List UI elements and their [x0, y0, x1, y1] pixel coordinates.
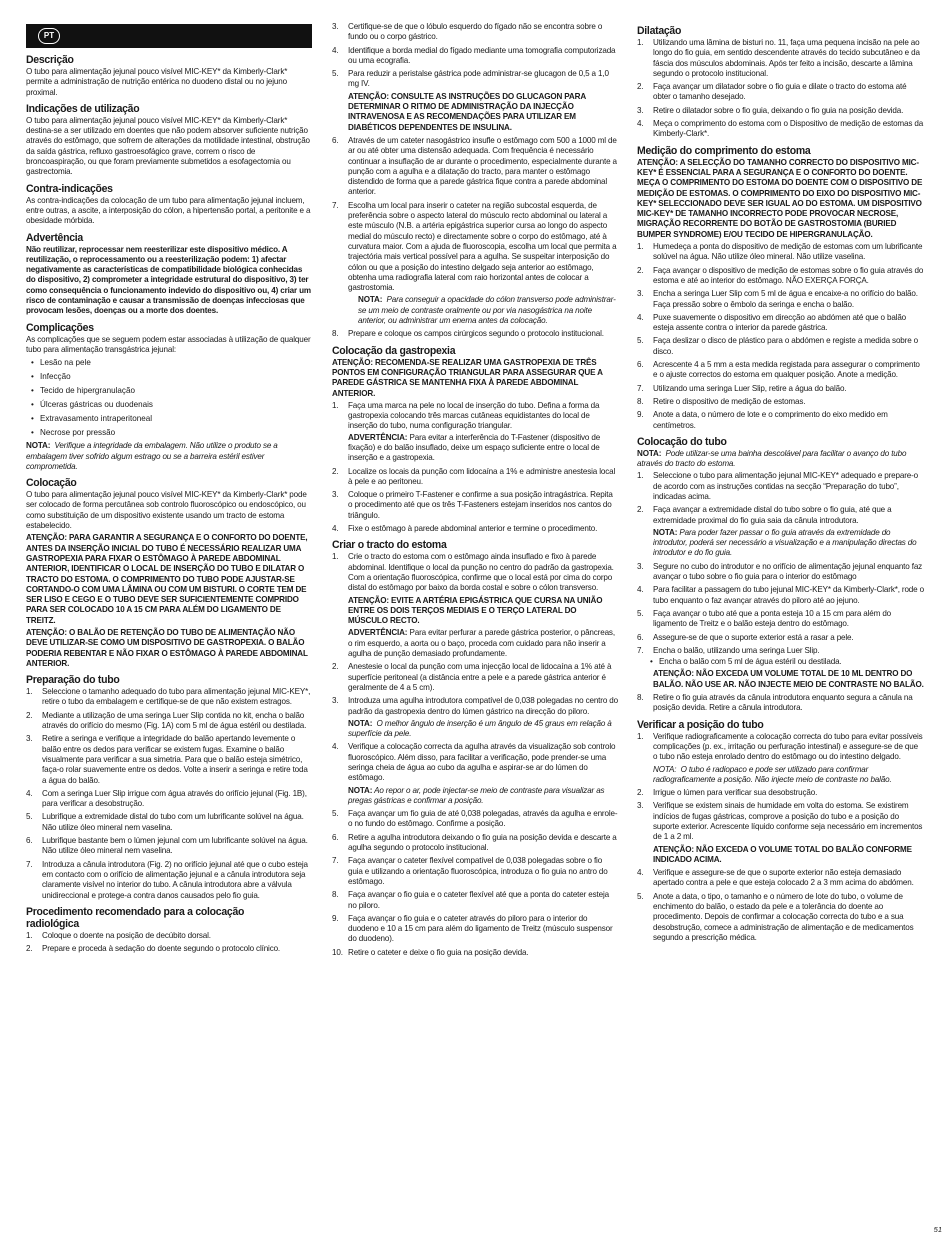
- list-item: 8. Retire o fio guia através da cânula introdutora enquanto segura a cânula na posição devida. Retire a cânula introdutora.: [637, 693, 913, 713]
- list-item: • Encha o balão com 5 ml de água estéril ou destilada.: [645, 657, 924, 667]
- list-item: 4. Verifique a colocação correcta da agulha através da visualização sob controlo fluoroscópico. Além disso, para facilitar a verificação, pode prender-se uma seringa cheia de água ao cubo da agulha e aspirar-se ar do lúmen do estômago. NOTA: Ao repor o ar, pode injectar-se meio de contraste para visualizar as pregas gástricas e confirmar a posição.: [332, 742, 618, 806]
- list-item: 2. Faça avançar um dilatador sobre o fio guia e dilate o tracto do estoma até obter o tamanho desejado.: [637, 82, 907, 102]
- list-item: 1. Humedeça a ponta do dispositivo de medição de estomas com um lubrificante solúvel na água. Não utilize óleo mineral. Não utilize vaselina.: [637, 242, 923, 262]
- list-item: 4. Para facilitar a passagem do tubo jejunal MIC-KEY* da Kimberly-Clark*, rode o tubo enquanto o faz avançar através do piloro até ao jejuno.: [637, 585, 924, 605]
- section-heading-colocacao-tubo: Colocação do tubo: [637, 435, 727, 448]
- note-radiopaco: NOTA: O tubo é radiopaco e pode ser utilizado para confirmar radiograficamente a posição. Não injecte meio de contraste no balão.: [653, 764, 892, 784]
- section-heading-medicao: Medição do comprimento do estoma: [637, 144, 811, 157]
- list-item: 2. Anestesie o local da punção com uma injecção local de lidocaína a 1% até à superfície peritoneal (a distância entre a pele e a parede gástrica anterior é geralmente de 4 a 5 cm).: [332, 662, 612, 692]
- section-heading-gastropexia: Colocação da gastropexia: [332, 344, 456, 357]
- list-item: 8. Prepare e coloque os campos cirúrgicos segundo o protocolo institucional.: [332, 329, 604, 339]
- dilation-list: [637, 38, 924, 140]
- list-item: 1. Utilizando uma lâmina de bisturi no. 11, faça uma pequena incisão na pele ao longo do fio guia, em sentido descendente através do tecido subcutâneo e da fáscia dos músculos abdominais. Após ter feito a incisão, descarte a lâmina segundo o protocolo institucional.: [637, 38, 920, 78]
- list-item: • Úlceras gástricas ou duodenais: [26, 399, 312, 411]
- list-item: 3. Coloque o primeiro T-Fastener e confirme a sua posição intragástrica. Repita o procedimento até que os três T-Fasteners estejam inseridos nos cantos do triângulo.: [332, 490, 613, 520]
- list-item: 1. Verifique radiograficamente a colocação correcta do tubo para evitar possíveis complicações (p. ex., irritação ou perfuração intestinal) e assegure-se de que o tubo não esteja enrolado dentro do estômago ou do intestino delgado. NOTA: O tubo é radiopaco e pode ser utilizado para confirmar radiograficamente a posição. Não injecte meio de contraste no balão.: [637, 731, 923, 784]
- list-item: 6. Acrescente 4 a 5 mm a esta medida registada para assegurar o comprimento e o ajuste correctos do estoma em qualquer posição. Anote a medição.: [637, 360, 920, 380]
- list-item: 10. Retire o cateter e deixe o fio guia na posição devida.: [332, 947, 529, 957]
- list-item: 3. Certifique-se de que o lóbulo esquerdo do fígado não se encontra sobre o fundo ou o corpo gástrico.: [332, 22, 603, 42]
- language-bar: [26, 24, 312, 48]
- tube-placement-list: [637, 471, 924, 713]
- page-number: 51: [933, 1225, 942, 1234]
- list-item: 4. Identifique a borda medial do fígado mediante uma tomografia computorizada ou uma ecografia.: [332, 45, 616, 65]
- list-item: 1. Seleccione o tamanho adequado do tubo para alimentação jejunal MIC-KEY*, retire o tubo da embalagem e certifique-se de que não existem estragos.: [26, 687, 311, 707]
- list-item: 4. Meça o comprimento do estoma com o Dispositivo de medição de estomas da Kimberly-Clark*.: [637, 119, 924, 139]
- list-item: • Necrose por pressão: [26, 427, 312, 439]
- list-item: 7. Faça avançar o cateter flexível compatível de 0,038 polegadas sobre o fio guia e utilizando a orientação fluoroscópica, introduza o fio guia no antro do estômago.: [332, 856, 608, 886]
- list-item: • Infecção: [26, 371, 312, 383]
- paragraph-descricao: O tubo para alimentação jejunal pouco visível MIC-KEY* da Kimberly-Clark* permite a administração de nutrição entérica no duodeno distal ou no jejuno proximal.: [26, 67, 288, 97]
- note-guia: NOTA: Para poder fazer passar o fio guia através da extremidade do introdutor, poderá ser necessário a visualização e a manipulação directas do introdutor e do fio guia.: [653, 527, 917, 558]
- paragraph-colocacao: O tubo para alimentação jejunal pouco visível MIC-KEY* da Kimberly-Clark* pode ser colocado de forma percutânea sob controlo fluoroscópico ou endoscópico, ou como substituição de um dispositivo existente usando um tracto de estoma estabelecido.: [26, 490, 307, 531]
- column-2: [332, 22, 618, 961]
- note-label: NOTA:: [26, 441, 51, 451]
- warning-gastropexia: ATENÇÃO: RECOMENDA-SE REALIZAR UMA GASTROPEXIA DE TRÊS PONTOS EM CONFIGURAÇÃO TRIANGULAR PARA ASSEGURAR QUE A PAREDE GÁSTRICA SE MANTENHA FIXA À PAREDE ABDOMINAL ANTERIOR.: [332, 357, 603, 398]
- list-item: 5. Faça avançar o tubo até que a ponta esteja 10 a 15 cm para além do ligamento de Treitz e o balão esteja dentro do estômago.: [637, 608, 892, 629]
- measurement-list: [637, 242, 924, 431]
- list-item: 3. Encha a seringa Luer Slip com 5 ml de água e encaixe-a no orifício do balão. Faça pressão sobre o êmbolo da seringa e encha o balão.: [637, 289, 918, 309]
- procedure-list-continued: [332, 22, 618, 340]
- list-item: 7. Escolha um local para inserir o cateter na região subcostal esquerda, de preferência sobre o aspecto lateral do músculo recto abdominal ou lateral a este músculo (N.B. a artéria epigástrica superior cursa ao longo do aspecto medial do músculo recto) e directamente sobre o corpo do estômago, até à curvatura maior. Com a ajuda de fluoroscopia, escolha um local que permita a trajectória mais vertical possível para a agulha. Se suspeitar interposição do cólon ou que a posição do intestino delgado seja anterior ao estômago, obtenha uma radiografia lateral com raio horizontal antes de colocar a gastrostomia. NOTA: Para conseguir a opacidade do cólon transverso pode administrar-se um meio de contraste oralmente ou por via nasogástrica na noite anterior, ou administrar um enema antes da colocação.: [332, 200, 617, 326]
- section-heading-verificar: Verificar a posição do tubo: [637, 718, 764, 731]
- warning-balloon-total: ATENÇÃO: NÃO EXCEDA O VOLUME TOTAL DO BALÃO CONFORME INDICADO ACIMA.: [653, 844, 912, 864]
- warning-artery: ATENÇÃO: EVITE A ARTÉRIA EPIGÁSTRICA QUE CURSA NA UNIÃO ENTRE OS DOIS TERÇOS MEDIAIS E O TERÇO LATERAL DO MÚSCULO RECTO.: [348, 595, 603, 626]
- list-item: 7. Introduza a cânula introdutora (Fig. 2) no orifício jejunal até que o cubo esteja em contacto com o orifício de alimentação jejunal e a cânula introdutora seja claramente visível no interior do tubo. A cânula introdutora abre a válvula unidireccional e protege-a contra danos causados pelo fio guia.: [26, 859, 308, 900]
- list-item: 1. Faça uma marca na pele no local de inserção do tubo. Defina a forma da gastropexia colocando três marcas cutâneas equidistantes do local de inserção do tubo, numa configuração triangular. ADVERTÊNCIA: Para evitar a interferência do T-Fastener (dispositivo de fixação) e do balão insuflado, deixe um espaço suficiente entre o local de inserção e a gastropexia.: [332, 401, 618, 464]
- section-heading-complicacoes: Complicações: [26, 321, 94, 334]
- list-item: 3. Introduza uma agulha introdutora compatível de 0,038 polegadas no centro do padrão da gastropexia dentro do lúmen gástrico na direcção do piloro. NOTA: O melhor ângulo de inserção é um ângulo de 45 graus em relação à superfície da pele.: [332, 696, 618, 739]
- list-item: 3. Retire o dilatador sobre o fio guia, deixando o fio guia na posição devida.: [637, 105, 904, 115]
- note-complicacoes: [26, 441, 312, 472]
- list-item: 5. Faça avançar um fio guia de até 0,038 polegadas, através da agulha e enrole-o no fundo do estômago. Confirme a posição.: [332, 809, 618, 829]
- section-heading-procedimento: Procedimento recomendado para a colocação radiológica: [26, 905, 245, 930]
- tract-list: [332, 552, 618, 958]
- list-item: 2. Faça avançar a extremidade distal do tubo sobre o fio guia, até que a extremidade proximal do fio guia saia da cânula introdutora. NOTA: Para poder fazer passar o fio guia através da extremidade do introdutor, poderá ser necessário a visualização e a manipulação directas do introdutor e do fio guia.: [637, 505, 924, 558]
- list-item: 3. Segure no cubo do introdutor e no orifício de alimentação jejunal enquanto faz avançar o tubo sobre o fio guia para o interior do estômago: [637, 561, 923, 582]
- list-item: 4. Fixe o estômago à parede abdominal anterior e termine o procedimento.: [332, 524, 598, 534]
- paragraph-complicacoes: As complicações que se seguem podem estar associadas à utilização de qualquer tubo para alimentação transgástrica jejunal:: [26, 334, 311, 354]
- procedure-list: [26, 931, 312, 955]
- list-item: 4. Com a seringa Luer Slip irrigue com água através do orifício jejunal (Fig. 1B), para verificar a desobstrução.: [26, 788, 307, 809]
- section-heading-indicacoes: Indicações de utilização: [26, 102, 140, 115]
- section-heading-colocacao: Colocação: [26, 477, 77, 490]
- paragraph-contra-indicacoes: As contra-indicações da colocação de um tubo para alimentação jejunal incluem, entre outras, a ascite, a interposição do cólon, a hipertensão portal, a peritonite e a obesidade mórbida.: [26, 195, 311, 226]
- warning-t-fastener: ADVERTÊNCIA: Para evitar a interferência do T-Fastener (dispositivo de fixação) e do balão insuflado, deixe um espaço suficiente entre o local de inserção e a gastropexia.: [348, 432, 601, 463]
- list-item: • Extravasamento intraperitoneal: [26, 413, 312, 425]
- section-heading-descricao: Descrição: [26, 54, 74, 66]
- section-heading-contra-indicacoes: Contra-indicações: [26, 182, 113, 195]
- paragraph-advertencia: Não reutilizar, reprocessar nem reesterilizar este dispositivo médico. A reutilização, o reprocessamento ou a reesterilização podem: 1) afectar negativamente as características de compatibilidade biológica conhecidas do dispositivo, 2) comprometer a integridade estrutural do dispositivo, 3) ter como consequência o funcionamento indevido do dispositivo ou, 4) criar um risco de contaminação e causar a transmissão de doenças infecciosas que provocam lesões, doenças ou a morte dos doentes.: [26, 244, 311, 316]
- list-item: 2. Prepare e proceda à sedação do doente segundo o protocolo clínico.: [26, 944, 281, 954]
- list-item: 9. Anote a data, o número de lote e o comprimento do eixo medido em centímetros.: [637, 410, 888, 430]
- note-colon: NOTA: Para conseguir a opacidade do cólon transverso pode administrar-se um meio de contraste oralmente ou por via nasogástrica na noite anterior, ou administrar um enema antes da colocação.: [358, 295, 616, 326]
- list-item: 4. Puxe suavemente o dispositivo em direcção ao abdómen até que o balão esteja assente contra o interior da parede gástrica.: [637, 312, 907, 333]
- note-angle: NOTA: O melhor ângulo de inserção é um ângulo de 45 graus em relação à superfície da pele.: [348, 718, 612, 739]
- list-item: 6. Retire a agulha introdutora deixando o fio guia na posição devida e descarte a agulha segundo o protocolo institucional.: [332, 832, 617, 853]
- list-item: 7. Utilizando uma seringa Luer Slip, retire a água do balão.: [637, 383, 847, 393]
- list-item: 2. Irrigue o lúmen para verificar sua desobstrução.: [637, 788, 818, 798]
- list-item: 1. Seleccione o tubo para alimentação jejunal MIC-KEY* adequado e prepare-o de acordo com as instruções contidas na secção “Preparação do tubo”, indicadas acima.: [637, 471, 919, 501]
- paragraph-indicacoes: O tubo para alimentação jejunal pouco visível MIC-KEY* da Kimberly-Clark* destina-se a ser utilizado em doentes que não podem absorver suficiente nutrição através do estômago, que sofrem de alterações da motilidade intestinal, obstrução da saída gástrica, refluxo gastroesofágico grave, correm o risco de broncoaspiração, ou que foram previamente submetidos a esofagectomia ou gastrectomia.: [26, 115, 310, 177]
- list-item: 4. Verifique e assegure-se de que o suporte exterior não esteja demasiado apertado contra a pele e que esteja colocado 2 a 3 mm acima do abdómen.: [637, 868, 914, 888]
- list-item: 5. Para reduzir a peristalse gástrica pode administrar-se glucagon de 0,5 a 1,0 mg IV. ATENÇÃO: CONSULTE AS INSTRUÇÕES DO GLUCAGON PARA DETERMINAR O RITMO DE ADMINISTRAÇÃO DA INJECÇÃO INTRAVENOSA E AS RECOMENDAÇÕES PARA UTILIZAR EM DIABÉTICOS DEPENDENTES DE INSULINA.: [332, 69, 618, 133]
- warning-medicao: ATENÇÃO: A SELECÇÃO DO TAMANHO CORRECTO DO DISPOSITIVO MIC-KEY* É ESSENCIAL PARA A SEGURANÇA E O CONFORTO DO DOENTE. MEÇA O COMPRIMENTO DO ESTOMA DO DOENTE COM O DISPOSITIVO DE MEDIÇÃO DE ESTOMAS. O COMPRIMENTO DO EIXO DO DISPOSITIVO MIC-KEY* SELECCIONADO DEVE SER IGUAL AO DO ESTOMA. UM DISPOSITIVO MIC-KEY* DE TAMANHO INCORRECTO PODE PROVOCAR NECROSE, MIGRAÇÃO RECORRENTE DO BOTÃO DE GASTROSTOMIA (BURIED BUMPER SYNDROME) E/OU TECIDO DE HIPERGRANULAÇÃO.: [637, 157, 923, 239]
- list-item: 5. Anote a data, o tipo, o tamanho e o número de lote do tubo, o volume de enchimento do balão, o estado da pele e a tolerância do doente ao procedimento. Depois de confirmar a colocação correcta do tubo e a sua desobstrução, comece a administração de alimentação e de medicamentos segundo a prescrição médica.: [637, 891, 914, 942]
- section-heading-tracto: Criar o tracto do estoma: [332, 539, 447, 552]
- warning-glucagon: ATENÇÃO: CONSULTE AS INSTRUÇÕES DO GLUCAGON PARA DETERMINAR O RITMO DE ADMINISTRAÇÃO DA INJECÇÃO INTRAVENOSA E AS RECOMENDAÇÕES PARA UTILIZAR EM DIABÉTICOS DEPENDENTES DE INSULINA.: [348, 91, 586, 132]
- warning-perforation: ADVERTÊNCIA: Para evitar perfurar a parede gástrica posterior, o pâncreas, o rim esquerdo, a aorta ou o baço, proceda com cuidado para não inserir a agulha de punção demasiado profundamente.: [348, 628, 615, 659]
- warning-colocacao-2: ATENÇÃO: O BALÃO DE RETENÇÃO DO TUBO DE ALIMENTAÇÃO NÃO DEVE UTILIZAR-SE COMO UM DISPOSITIVO DE GASTROPEXIA. O BALÃO PODERIA REBENTAR E NÃO FIXAR O ESTÔMAGO À PAREDE ABDOMINAL ANTERIOR.: [26, 627, 308, 668]
- list-item: 1. Coloque o doente na posição de decúbito dorsal.: [26, 930, 211, 940]
- list-item: • Tecido de hipergranulação: [26, 385, 312, 397]
- list-item: 8. Retire o dispositivo de medição de estomas.: [637, 396, 806, 406]
- list-item: • Lesão na pele: [26, 357, 312, 369]
- preparation-list: [26, 687, 312, 901]
- list-item: 6. Assegure-se de que o suporte exterior está a rasar a pele.: [637, 632, 854, 642]
- list-item: 9. Faça avançar o fio guia e o cateter através do piloro para o interior do duodeno e 10 a 15 cm para além do ligamento de Treitz (músculo suspensor do duodeno).: [332, 913, 613, 944]
- section-heading-preparacao: Preparação do tubo: [26, 674, 120, 687]
- section-heading-advertencia: Advertência: [26, 231, 83, 244]
- gastropexy-list: [332, 401, 618, 535]
- list-item: 8. Faça avançar o fio guia e o cateter flexível até que a ponta do cateter esteja no piloro.: [332, 890, 609, 910]
- note-bainha: NOTA: Pode utilizar-se uma bainha descolável para facilitar o avanço do tubo através do tracto do estoma.: [637, 448, 907, 469]
- balloon-fill-list: [645, 657, 924, 667]
- section-heading-dilatacao: Dilatação: [637, 25, 682, 37]
- list-item: 5. Faça deslizar o disco de plástico para o abdómen e registe a medida sobre o disco.: [637, 336, 918, 356]
- list-item: 2. Faça avançar o dispositivo de medição de estomas sobre o fio guia através do estoma e até ao interior do estômago. NÃO EXERÇA FORÇA.: [637, 265, 924, 285]
- note-text: Verifique a integridade da embalagem. Não utilize o produto se a embalagem tiver sofrido algum estrago ou se a barreira estéril estiver comprometida.: [26, 441, 278, 471]
- verify-list: [637, 732, 924, 944]
- warning-balloon-volume: ATENÇÃO: NÃO EXCEDA UM VOLUME TOTAL DE 10 ML DENTRO DO BALÃO. NÃO USE AR. NÃO INJECTE MEIO DE CONTRASTE NO BALÃO.: [653, 669, 924, 689]
- column-1: [26, 22, 312, 957]
- list-item: 3. Verifique se existem sinais de humidade em volta do estoma. Se existirem indícios de fugas gástricas, comprove a posição do tubo e a posição do suporte exterior. Acrescente líquido conforme seja necessário em incrementos de 1 a 2 ml. ATENÇÃO: NÃO EXCEDA O VOLUME TOTAL DO BALÃO CONFORME INDICADO ACIMA.: [637, 801, 923, 864]
- warning-colocacao-1: ATENÇÃO: PARA GARANTIR A SEGURANÇA E O CONFORTO DO DOENTE, ANTES DA INSERÇÃO INICIAL DO TUBO É NECESSÁRIO REALIZAR UMA GASTROPEXIA PARA FIXAR O ESTÔMAGO À PAREDE ABDOMINAL ANTERIOR, IDENTIFICAR O LOCAL DE INSERÇÃO DO TUBO E DILATAR O TRACTO DO ESTOMA. O COMPRIMENTO DO TUBO PODE AJUSTAR-SE CORTANDO-O COM UMA LÂMINA OU COM UM BISTURI. O CORTE TEM DE SER LISO E CEGO E O TUBO DEVE SER SUFICIENTEMENTE COMPRIDO PARA SER COLOCADO 10 A 15 CM PARA ALÉM DO LIGAMENTO DE TREITZ.: [26, 533, 308, 625]
- list-item: 2. Mediante a utilização de uma seringa Luer Slip contida no kit, encha o balão através do orifício do mesmo (Fig. 1A) com 5 ml de água estéril ou destilada.: [26, 710, 307, 731]
- list-item: 1. Crie o tracto do estoma com o estômago ainda insuflado e fixo à parede abdominal. Identifique o local da punção no centro do padrão da gastropexia. Com a orientação fluoroscópica, confirme que o local está por cima do corpo distal do estômago por baixo da borda costal e sobre o cólon transverso. ATENÇÃO: EVITE A ARTÉRIA EPIGÁSTRICA QUE CURSA NA UNIÃO ENTRE OS DOIS TERÇOS MEDIAIS E O TERÇO LATERAL DO MÚSCULO RECTO. ADVERTÊNCIA: Para evitar perfurar a parede gástrica posterior, o pâncreas, o rim esquerdo, a aorta ou o baço, proceda com cuidado para não inserir a agulha de punção demasiado profundamente.: [332, 552, 618, 659]
- note-contrast: NOTA: Ao repor o ar, pode injectar-se meio de contraste para visualizar as pregas gástricas e confirmar a posição.: [348, 785, 605, 805]
- list-item: 3. Retire a seringa e verifique a integridade do balão apertando levemente o balão entre os dedos para verificar se existem fugas. Examine o balão visualmente para verificar a sua simetria. Para que o balão esteja simétrico, faça-o rolar suavemente entre os dedos. Volte a inserir a seringa e retire toda a água do balão.: [26, 734, 308, 785]
- list-item: 6. Através de um cateter nasogástrico insufle o estômago com 500 a 1000 ml de ar ou até obter uma distensão adequada. Com frequência é necessário continuar a insuflação de ar durante o procedimento, especialmente durante a punção com a agulha e a dilatação do tracto, para manter o estômago distendido de forma que a parede gástrica fique contra a parede abdominal anterior.: [332, 135, 617, 197]
- complications-list: [26, 357, 312, 439]
- list-item: 6. Lubrifique bastante bem o lúmen jejunal com um lubrificante solúvel na água. Não utilize óleo mineral nem vaselina.: [26, 836, 308, 856]
- column-3: [637, 22, 924, 946]
- language-badge: PT: [38, 28, 60, 44]
- list-item: 5. Lubrifique a extremidade distal do tubo com um lubrificante solúvel na água. Não utilize óleo mineral nem vaselina.: [26, 812, 304, 832]
- list-item: 2. Localize os locais da punção com lidocaína a 1% e administre anestesia local à pele e ao peritoneu.: [332, 466, 616, 486]
- list-item: 7. Encha o balão, utilizando uma seringa Luer Slip. • Encha o balão com 5 ml de água estéril ou destilada. ATENÇÃO: NÃO EXCEDA UM VOLUME TOTAL DE 10 ML DENTRO DO BALÃO. NÃO USE AR. NÃO INJECTE MEIO DE CONTRASTE NO BALÃO.: [637, 646, 924, 690]
